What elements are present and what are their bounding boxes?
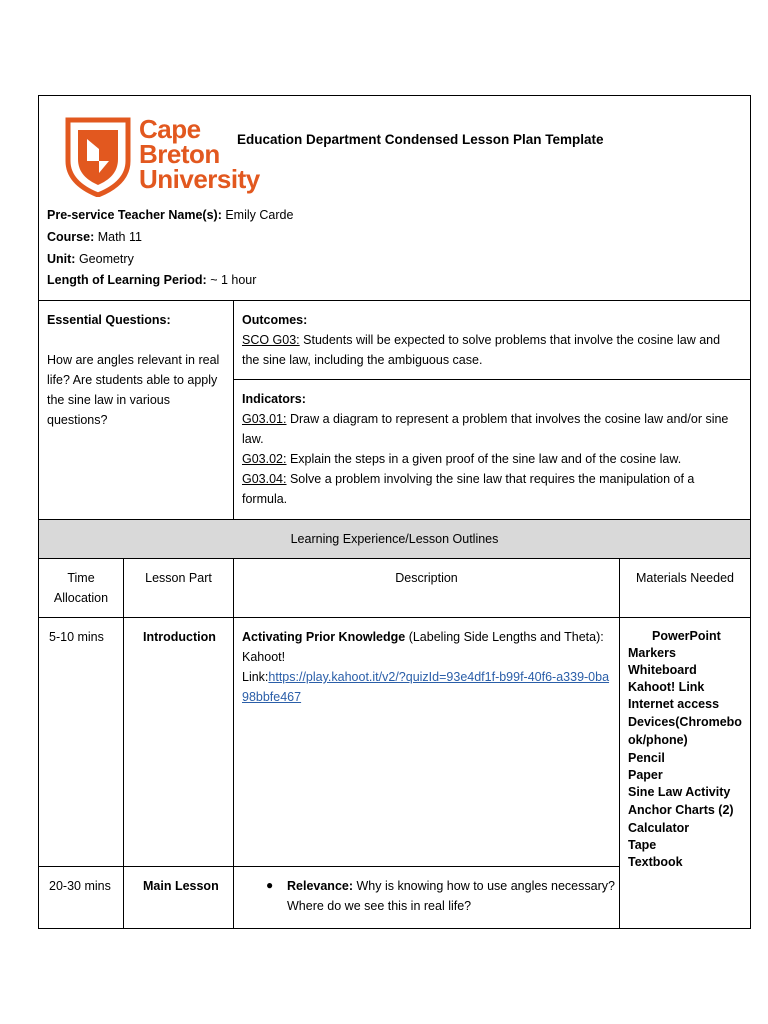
indicators-heading: Indicators: xyxy=(242,392,306,406)
kahoot-link[interactable]: https://play.kahoot.it/v2/?quizId=93e4df1f-b99f-40f6-a339-0ba98bbfe467 xyxy=(242,670,610,704)
material-item: Whiteboard xyxy=(628,663,697,677)
divider xyxy=(233,300,234,519)
row-time: 20-30 mins xyxy=(49,879,111,893)
bullet-icon: ● xyxy=(266,878,274,892)
material-item: Sine Law Activity xyxy=(628,785,731,799)
divider xyxy=(38,300,751,301)
outcomes-heading: Outcomes: xyxy=(242,313,308,327)
divider xyxy=(38,558,751,559)
divider xyxy=(233,379,751,380)
material-item: Markers xyxy=(628,646,676,660)
divider xyxy=(233,558,234,929)
essential-questions-heading: Essential Questions: xyxy=(47,313,171,327)
row-lesson-part: Introduction xyxy=(143,630,216,644)
header-description: Description xyxy=(395,571,458,585)
logo-line-1: Cape xyxy=(139,114,201,144)
material-item: PowerPoint xyxy=(652,629,721,643)
indicator-item: G03.02: Explain the steps in a given proof of the sine law and of the cosine law. xyxy=(242,452,682,466)
row-description-line: Kahoot! xyxy=(242,650,286,664)
length-line: Length of Learning Period: ~ 1 hour xyxy=(47,273,257,287)
logo-line-3: University xyxy=(139,164,260,194)
material-item: Paper xyxy=(628,768,663,782)
logo-line-2: Breton xyxy=(139,139,220,169)
essential-questions-body: How are angles relevant in real life? Are students able to apply the sine law in various questions? xyxy=(47,353,220,427)
material-item: Internet access xyxy=(628,697,720,711)
header-materials-needed: Materials Needed xyxy=(636,571,734,585)
row-description-heading: Activating Prior Knowledge (Labeling Side Lengths and Theta): xyxy=(242,630,604,644)
outcomes-text: SCO G03: Students will be expected to solve problems that involve the cosine law and the sine law, including the ambiguous case. xyxy=(242,333,721,367)
relevance-bullet-text: Relevance: Why is knowing how to use angles necessary? Where do we see this in real life? xyxy=(287,879,615,913)
material-item: Calculator xyxy=(628,821,690,835)
divider xyxy=(619,558,620,929)
section-title: Learning Experience/Lesson Outlines xyxy=(290,532,499,546)
kahoot-link-line: Link:https://play.kahoot.it/v2/?quizId=93e4df1f-b99f-40f6-a339-0ba98bbfe467 xyxy=(242,670,610,704)
divider xyxy=(38,617,751,618)
header-lesson-part: Lesson Part xyxy=(145,571,212,585)
indicator-item: G03.04: Solve a problem involving the sine law that requires the manipulation of a formula. xyxy=(242,472,695,506)
row-time: 5-10 mins xyxy=(49,630,104,644)
teacher-name-line: Pre-service Teacher Name(s): Emily Carde xyxy=(47,208,294,222)
row-lesson-part: Main Lesson xyxy=(143,879,219,893)
material-item: Devices(Chromebo xyxy=(628,715,742,729)
material-item: Tape xyxy=(628,838,657,852)
cbu-shield-logo xyxy=(65,117,131,197)
divider xyxy=(123,558,124,929)
indicator-item: G03.01: Draw a diagram to represent a problem that involves the cosine law and/or sine law. xyxy=(242,412,729,446)
course-line: Course: Math 11 xyxy=(47,230,142,244)
header-time-allocation: Time Allocation xyxy=(53,571,109,605)
divider xyxy=(38,866,619,867)
material-item: Kahoot! Link xyxy=(628,680,705,694)
material-item: Anchor Charts (2) xyxy=(628,803,734,817)
page-title: Education Department Condensed Lesson Plan Template xyxy=(237,132,604,147)
unit-line: Unit: Geometry xyxy=(47,252,134,266)
material-item: Pencil xyxy=(628,751,665,765)
material-item: Textbook xyxy=(628,855,683,869)
material-item: ok/phone) xyxy=(628,733,688,747)
